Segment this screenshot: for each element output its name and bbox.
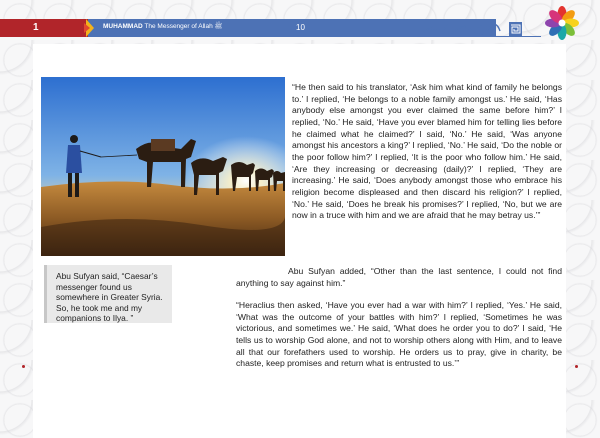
series-title: MUHAMMAD The Messenger of Allah ﷺ	[103, 23, 223, 30]
square-calligraphy-icon	[509, 22, 522, 36]
caravan-photo	[41, 77, 285, 256]
article-paragraph: “Heraclius then asked, ‘Have you ever had a war with him?’ I replied, ‘Yes.’ He said, ‘What was the outcome of your battles with him?’ I replied, ‘Sometimes he was victorious, and sometimes we.’ He said, ‘What does he order you to do?’ I said, ‘He tells us to worship God alone, and not to worship others along with Him, and to leave all that our forefathers used to worship. He orders us to pray, give in charity, be chaste, keep promises and return what is entrusted to us.’”	[236, 300, 562, 369]
page-number: 10	[296, 23, 305, 32]
margin-dot-left	[22, 365, 25, 368]
header-rule	[496, 36, 541, 37]
sidebar-quote: Abu Sufyan said, “Caesar’s messenger found us somewhere in Greater Syria. So, he took me and my companions to Ilya. ”	[44, 265, 172, 323]
header-red-band	[0, 19, 88, 37]
flower-logo-icon	[545, 6, 579, 40]
logo-triangle-icon	[84, 19, 94, 37]
calligraphy-icon	[422, 23, 502, 35]
chapter-number: 1	[33, 22, 39, 33]
article-paragraph: Abu Sufyan added, “Other than the last sentence, I could not find anything to say against him.”	[236, 266, 562, 288]
margin-dot-right	[575, 365, 578, 368]
article-paragraph: “He then said to his translator, ‘Ask him what kind of family he belongs to.’ I replied, ‘He belongs to a noble family amongst us.’ He said, ‘Has anybody else amongst you ever claimed the same before him?’ I replied, ‘No.’ He said, ‘Have you ever blamed him for telling lies before he claimed what he claimed?’ I said, ‘No.’ He said, ‘Was anyone amongst his ancestors a king?’ I replied, ‘No.’ He said, ‘Do the noble or the poor follow him?’ I replied, ‘It is the poor who follow him.’ He said, ‘Are they increasing or decreasing (daily)?’ I replied, ‘They are increasing.’ He said, ‘Does anybody amongst those who embrace his religion become displeased and then discard his religion?’ I replied, ‘No.’ He said, ‘Does he break his promises?’ I replied, ‘No, but we are now in a truce with him and we are afraid that he may betray us.’”	[292, 82, 562, 221]
